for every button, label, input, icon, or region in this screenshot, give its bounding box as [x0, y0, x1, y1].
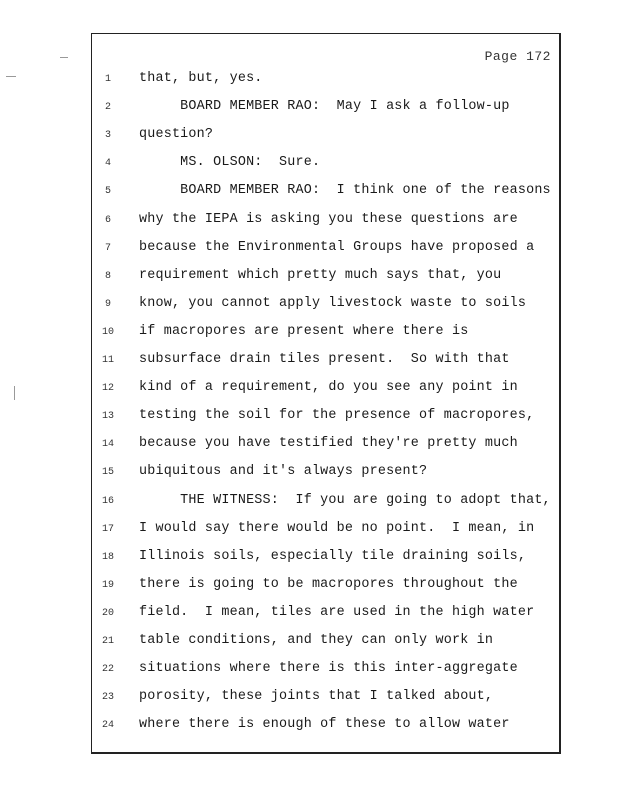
line-text: testing the soil for the presence of macropores, [139, 408, 535, 424]
line-number: 2 [104, 102, 111, 114]
line-text: where there is enough of these to allow water [139, 717, 510, 733]
transcript-line [92, 239, 559, 261]
line-number: 9 [104, 298, 111, 310]
transcript-line [92, 520, 559, 542]
line-text: requirement which pretty much says that, you [139, 267, 502, 283]
line-number: 23 [101, 692, 114, 704]
transcript-line [92, 604, 559, 626]
scan-mark [60, 57, 68, 58]
page-number: Page 172 [484, 49, 551, 64]
transcript-line [92, 295, 559, 317]
line-number: 14 [101, 439, 114, 451]
line-number: 7 [104, 242, 111, 254]
line-number: 6 [104, 214, 111, 226]
transcript-line [92, 182, 559, 204]
transcript-line [92, 154, 559, 176]
line-number: 21 [101, 636, 114, 647]
transcript-page [91, 33, 561, 754]
line-text: subsurface drain tiles present. So with that [139, 352, 510, 367]
line-number: 11 [101, 355, 114, 366]
line-text: if macropores are present where there is [139, 323, 469, 339]
line-number: 10 [101, 326, 114, 338]
line-text: THE WITNESS: If you are going to adopt that, [139, 492, 551, 508]
line-number: 5 [104, 186, 111, 198]
line-number: 22 [101, 664, 114, 676]
transcript-line [92, 407, 559, 429]
scan-mark [6, 76, 16, 77]
transcript-line [92, 351, 559, 373]
line-number: 3 [104, 130, 111, 142]
line-text: why the IEPA is asking you these questions are [139, 211, 518, 227]
transcript-line [92, 323, 559, 345]
line-number: 4 [104, 158, 111, 170]
line-number: 18 [101, 551, 114, 563]
line-number: 8 [104, 270, 111, 282]
transcript-line [92, 211, 559, 233]
line-text: Illinois soils, especially tile draining soils, [139, 548, 527, 564]
transcript-line [92, 688, 559, 710]
line-text: BOARD MEMBER RAO: May I ask a follow-up [139, 99, 510, 115]
line-text: porosity, these joints that I talked about, [139, 689, 494, 705]
scan-mark [14, 386, 15, 400]
line-text: know, you cannot apply livestock waste to soils [139, 295, 527, 311]
transcript-line [92, 435, 559, 457]
transcript-line [92, 548, 559, 570]
transcript-line [92, 126, 559, 148]
transcript-line [92, 632, 559, 654]
line-number: 16 [101, 495, 114, 507]
line-text: I would say there would be no point. I mean, in [139, 520, 535, 536]
line-text: kind of a requirement, do you see any point in [139, 380, 518, 396]
line-text: BOARD MEMBER RAO: I think one of the reasons [139, 183, 551, 199]
line-text: situations where there is this inter-aggregate [139, 661, 518, 677]
transcript-line [92, 70, 559, 92]
line-number: 15 [101, 467, 114, 479]
transcript-line [92, 267, 559, 289]
line-text: because you have testified they're pretty much [139, 436, 518, 452]
line-text: that, but, yes. [139, 71, 263, 86]
line-number: 1 [104, 74, 111, 85]
line-text: table conditions, and they can only work in [139, 633, 494, 648]
line-text: there is going to be macropores throughout the [139, 576, 518, 592]
transcript-line [92, 379, 559, 401]
transcript-line [92, 98, 559, 120]
line-text: because the Environmental Groups have proposed a [139, 239, 535, 255]
transcript-line [92, 492, 559, 514]
transcript-line [92, 660, 559, 682]
transcript-line [92, 716, 559, 738]
line-number: 13 [101, 411, 114, 423]
line-number: 20 [101, 607, 114, 619]
line-number: 12 [101, 383, 114, 395]
line-text: question? [139, 127, 214, 143]
line-text: field. I mean, tiles are used in the high water [139, 604, 535, 620]
transcript-line [92, 576, 559, 598]
line-number: 17 [101, 523, 114, 535]
line-text: ubiquitous and it's always present? [139, 464, 428, 480]
line-number: 24 [101, 720, 114, 732]
line-number: 19 [101, 579, 114, 591]
transcript-line [92, 463, 559, 485]
line-text: MS. OLSON: Sure. [139, 155, 321, 171]
